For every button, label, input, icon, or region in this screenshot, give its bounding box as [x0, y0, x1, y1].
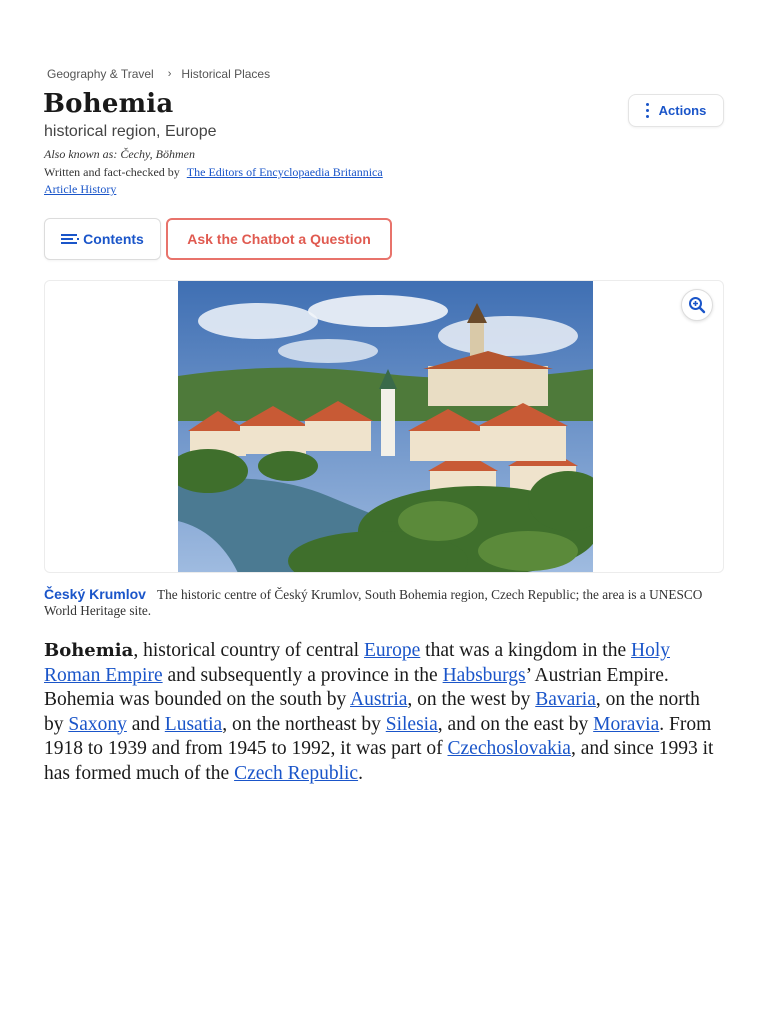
lead-term: Bohemia [44, 640, 134, 661]
text-run: and subsequently a province in the [162, 664, 443, 686]
text-run: and [126, 713, 165, 735]
zoom-in-button[interactable] [681, 289, 713, 321]
author-link[interactable]: The Editors of Encyclopaedia Britannica [186, 165, 383, 179]
caption-title[interactable]: Český Krumlov [44, 586, 146, 602]
text-run: . [358, 762, 363, 784]
author-prefix: Written and fact-checked by [44, 165, 180, 179]
media-frame [44, 280, 724, 573]
article-history-link[interactable]: Article History [44, 182, 117, 196]
link-holy-roman-empire[interactable]: Holy Roman Empire [44, 640, 670, 686]
link-bavaria[interactable]: Bavaria [535, 689, 596, 710]
photo-illustration [178, 281, 593, 573]
chevron-right-icon: › [167, 68, 172, 80]
text-run: , and on the east by [437, 713, 594, 735]
link-lusatia[interactable]: Lusatia [164, 713, 223, 735]
breadcrumb-historical-places[interactable]: Historical Places [181, 67, 271, 81]
text-run: , and since 1993 it has formed much of the [44, 738, 714, 784]
text-run: . From 1918 to 1939 and from 1945 to 1992, it was part of [44, 713, 712, 759]
link-habsburgs[interactable]: Habsburgs [442, 664, 526, 686]
cesky-krumlov-photo[interactable] [178, 281, 593, 573]
page-subtitle: historical region, Europe [44, 123, 217, 140]
ask-chatbot-button[interactable]: Ask the Chatbot a Question [166, 218, 392, 260]
text-run: , on the west by [407, 689, 536, 710]
text-run: that was a kingdom in the [420, 640, 631, 661]
link-czech-republic[interactable]: Czech Republic [234, 762, 359, 784]
link-moravia[interactable]: Moravia [593, 713, 660, 735]
author-line [44, 165, 383, 180]
table-of-contents-icon [61, 233, 79, 245]
contents-button[interactable] [44, 218, 161, 260]
text-run: , on the northeast by [222, 713, 386, 735]
actions-label: Actions [658, 103, 707, 118]
text-run: , on the north by [44, 689, 700, 735]
link-saxony[interactable]: Saxony [68, 713, 127, 735]
actions-button[interactable] [628, 94, 724, 127]
breadcrumb-geography-travel[interactable]: Geography & Travel [47, 67, 154, 81]
link-silesia[interactable]: Silesia [385, 713, 438, 735]
article-intro-paragraph [44, 639, 724, 786]
breadcrumb [47, 67, 270, 81]
link-austria[interactable]: Austria [350, 689, 408, 710]
caption-text: The historic centre of Český Krumlov, South Bohemia region, Czech Republic; the area is a UNESCO World Heritage site. [44, 587, 703, 618]
image-caption [44, 586, 724, 619]
zoom-in-icon [688, 296, 706, 314]
page-title: Bohemia [43, 89, 174, 119]
more-vertical-icon [646, 103, 649, 118]
text-run: , historical country of central [133, 640, 364, 661]
text-run: ’ Austrian Empire. Bohemia was bounded on the south by [44, 664, 669, 710]
link-czechoslovakia[interactable]: Czechoslovakia [447, 738, 571, 759]
also-known-as: Also known as: Čechy, Böhmen [44, 147, 195, 161]
contents-label: Contents [83, 231, 144, 247]
link-europe[interactable]: Europe [363, 640, 421, 661]
